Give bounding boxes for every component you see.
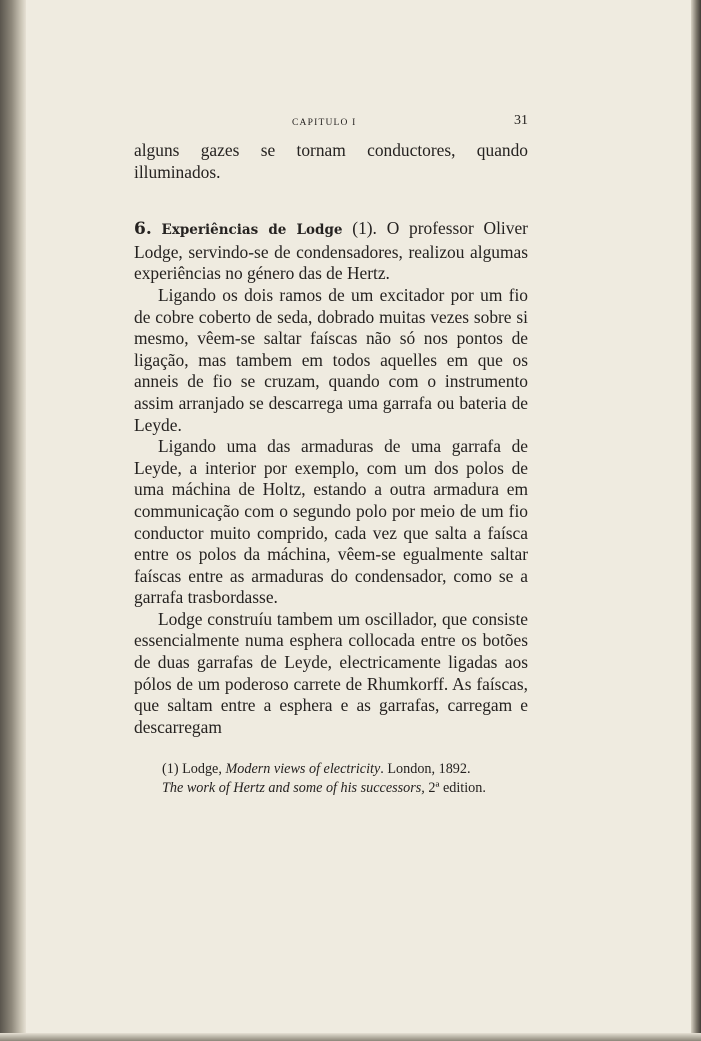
body-text <box>134 140 528 738</box>
page-header <box>134 110 528 140</box>
footnote-reference: (1). <box>352 218 377 239</box>
footnote-title-1: Modern views of electricity <box>225 761 381 778</box>
section-6-paragraph <box>134 218 528 285</box>
footnote-suffix-1: . London, 1892. <box>380 761 471 778</box>
page-number: 31 <box>514 113 528 128</box>
page-content <box>134 110 528 798</box>
section-text: O professor Oliver Lodge, servindo-se de condensadores, realizou algumas experiências no género das de Hertz. <box>134 218 528 284</box>
page-right-edge <box>691 0 701 1041</box>
footnote-prefix: (1) Lodge, <box>162 761 226 778</box>
paragraph-excitador: Ligando os dois ramos de um excitador por um fio de cobre coberto de seda, dobrado muitas vezes sobre si mesmo, vêem-se saltar faíscas não só nos pontos de ligação, mas tambem em todos aquelles em que os anneis de fio se cruzam, quando com o instrumento assim arranjado se descarrega uma garrafa ou bateria de Leyde. <box>134 284 528 435</box>
continued-paragraph: alguns gazes se tornam conductores, quando illuminados. <box>134 140 528 182</box>
footnote <box>134 760 528 798</box>
footnote-line-1 <box>162 760 528 779</box>
paragraph-oscillador: Lodge construíu tambem um oscillador, que consiste essencialmente numa esphera collocada entre os botões de duas garrafas de Leyde, electricamente ligadas aos pólos de um poderoso carrete de Rhumkorff. As faíscas, que saltam entre a esphera e as garrafas, carregam e descarregam <box>134 608 528 737</box>
footnote-line-2 <box>162 779 528 798</box>
section-title: Experiências de Lodge <box>161 222 343 239</box>
footnote-suffix-2: 2ª edition. <box>424 780 486 797</box>
page-gutter-shadow <box>0 0 26 1041</box>
page-bottom-edge <box>0 1033 701 1041</box>
footnote-title-2: The work of Hertz and some of his successors, <box>162 780 425 797</box>
section-number: 6. <box>134 219 152 240</box>
paragraph-garrafa: Ligando uma das armaduras de uma garrafa de Leyde, a interior por exemplo, com um dos polos de uma máchina de Holtz, estando a outra armadura em communicação com o segundo polo por meio de um fio conductor muito comprido, cada vez que salta a faísca entre os polos da máchina, vêem-se egualmente saltar faíscas entre as armaduras do condensador, como se a garrafa trasbordasse. <box>134 436 528 608</box>
running-head: CAPITULO I <box>292 118 357 128</box>
